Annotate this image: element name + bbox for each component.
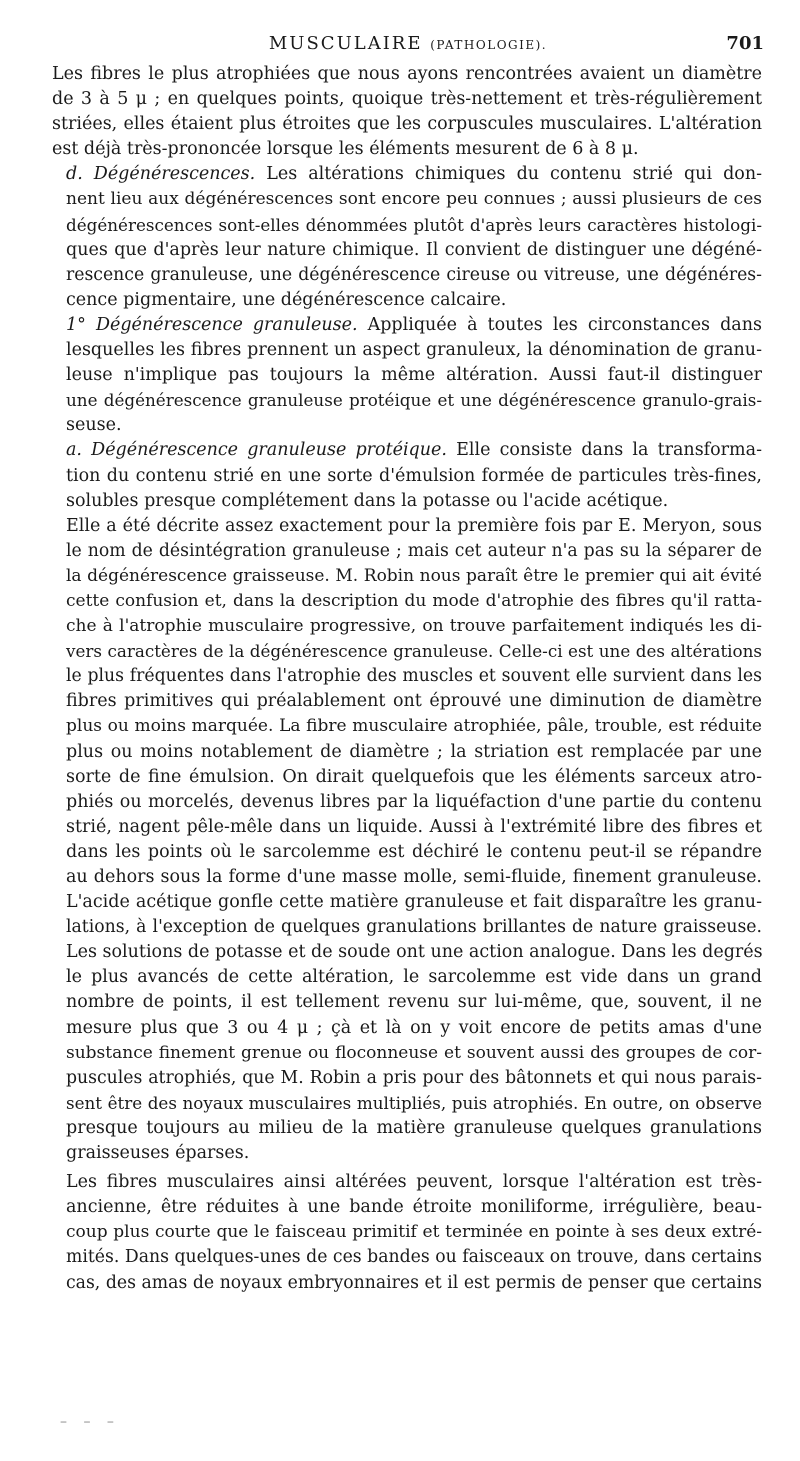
page-number: 701: [726, 33, 764, 54]
text-segment: Les altérations chimiques du contenu strié qui don-: [255, 164, 762, 185]
text-line: le plus fréquentes dans l'atrophie des muscles et souvent elle survient dans les: [66, 666, 762, 687]
text-line: Les fibres musculaires ainsi altérées peuvent, lorsque l'altération est très-: [66, 1172, 762, 1193]
header-subtitle: (PATHOLOGIE).: [430, 38, 548, 52]
text-line: mesure plus que 3 ou 4 μ ; çà et là on y voit encore de petits amas d'une: [66, 1017, 762, 1038]
text-line: striées, elles étaient plus étroites que les corpuscules musculaires. L'altération: [52, 114, 762, 135]
text-line: seuse.: [66, 415, 122, 436]
text-line: cence pigmentaire, une dégénérescence calcaire.: [66, 289, 507, 310]
text-line: nent lieu aux dégénérescences sont encore peu connues ; aussi plusieurs de ces: [66, 189, 762, 210]
text-line: [52, 162, 762, 187]
header-title-text: MUSCULAIRE: [268, 33, 423, 54]
text-line: dégénérescences sont-elles dénommées plutôt d'après leurs caractères histologi-: [66, 214, 762, 235]
text-line: vers caractères de la dégénérescence granuleuse. Celle-ci est une des altérations: [66, 641, 762, 662]
paragraph: [52, 313, 762, 438]
text-line: [52, 313, 762, 338]
text-line: mités. Dans quelques-unes de ces bandes ou faisceaux on trouve, dans certains: [66, 1247, 762, 1268]
text-line: che à l'atrophie musculaire progressive, on trouve parfaitement indiqués les di-: [66, 616, 762, 637]
text-segment: Appliquée à toutes les circonstances dans: [357, 314, 762, 335]
text-line: strié, nagent pêle-mêle dans un liquide. Aussi à l'extrémité libre des fibres et: [66, 816, 762, 837]
paragraph: [52, 438, 762, 513]
text-line: sorte de fine émulsion. On dirait quelquefois que les éléments sarceux atro-: [66, 766, 762, 787]
text-line: plus ou moins marquée. La fibre musculaire atrophiée, pâle, trouble, est réduite: [66, 716, 762, 737]
paragraph: [52, 514, 762, 1166]
text-line: plus ou moins notablement de diamètre ; la striation est remplacée par une: [66, 741, 762, 762]
text-line: de 3 à 5 μ ; en quelques points, quoique très-nettement et très-régulièrement: [52, 89, 762, 110]
paragraph: [52, 1170, 762, 1295]
header-title: [52, 30, 764, 59]
text-line: tion du contenu strié en une sorte d'émulsion formée de particules très-fines,: [66, 465, 762, 486]
text-line: au dehors sous la forme d'une masse molle, semi-fluide, finement granuleuse.: [66, 867, 762, 887]
text-line: L'acide acétique gonfle cette matière granuleuse et fait disparaître les granu-: [66, 892, 762, 913]
text-line: ques que d'après leur nature chimique. Il convient de distinguer une dégéné-: [66, 239, 762, 260]
text-line: Les solutions de potasse et de soude ont une action analogue. Dans les degrés: [66, 942, 763, 963]
text-line: nombre de points, il est tellement revenu sur lui-même, que, souvent, il ne: [66, 992, 762, 1013]
text-line: le plus avancés de cette altération, le sarcolemme est vide dans un grand: [66, 967, 762, 988]
text-line: graisseuses éparses.: [66, 1143, 250, 1164]
text-line: cas, des amas de noyaux embryonnaires et il est permis de penser que certains: [66, 1272, 762, 1293]
text-line: dans les points où le sarcolemme est déchiré le contenu peut-il se répandre: [66, 841, 762, 862]
text-line: une dégénérescence granuleuse protéique et une dégénérescence granulo-grais-: [66, 390, 762, 411]
section-heading: a. Dégénérescence granuleuse protéique.: [66, 440, 447, 461]
text-line: Les fibres le plus atrophiées que nous ayons rencontrées avaient un diamètre: [52, 64, 762, 84]
text-line: substance finement grenue ou floconneuse et souvent aussi des groupes de cor-: [66, 1042, 762, 1063]
text-line: presque toujours au milieu de la matière granuleuse quelques granulations: [66, 1117, 762, 1138]
text-line: la dégénérescence graisseuse. M. Robin nous paraît être le premier qui ait évité: [66, 565, 762, 586]
paragraph: [52, 162, 762, 313]
text-line: Elle a été décrite assez exactement pour la première fois par E. Meryon, sous: [66, 515, 762, 536]
text-line: rescence granuleuse, une dégénérescence cireuse ou vitreuse, une dégénéres-: [66, 264, 762, 285]
text-line: lesquelles les fibres prennent un aspect granuleux, la dénomination de granu-: [66, 340, 762, 361]
running-header: [52, 30, 764, 58]
section-heading: d. Dégénérescences.: [66, 164, 256, 185]
text-line: coup plus courte que le faisceau primitif et terminée en pointe à ses deux extré-: [66, 1222, 762, 1243]
body-text: [52, 62, 762, 1296]
section-heading: 1° Dégénérescence granuleuse.: [66, 314, 358, 335]
text-line: phiés ou morcelés, devenus libres par la liquéfaction d'une partie du contenu: [66, 791, 762, 812]
text-segment: Elle consiste dans la transforma-: [446, 440, 762, 461]
text-line: fibres primitives qui préalablement ont éprouvé une diminution de diamètre: [66, 691, 762, 712]
text-line: [52, 438, 762, 463]
paragraph: [52, 62, 762, 162]
text-line: le nom de désintégration granuleuse ; mais cet auteur n'a pas su la séparer de: [66, 540, 762, 561]
text-line: cette confusion et, dans la description du mode d'atrophie des fibres qu'il ratta-: [66, 590, 762, 611]
text-line: est déjà très-prononcée lorsque les éléments mesurent de 6 à 8 μ.: [52, 139, 639, 160]
text-line: lations, à l'exception de quelques granulations brillantes de nature graisseuse.: [66, 917, 762, 938]
text-line: puscules atrophiés, que M. Robin a pris pour des bâtonnets et qui nous parais-: [66, 1067, 762, 1088]
text-line: leuse n'implique pas toujours la même altération. Aussi faut-il distinguer: [66, 365, 762, 386]
text-line: solubles presque complétement dans la potasse ou l'acide acétique.: [66, 490, 669, 511]
text-line: sent être des noyaux musculaires multipliés, puis atrophiés. En outre, on observe: [66, 1092, 762, 1113]
footer-marks: – – –: [60, 1414, 120, 1430]
text-line: ancienne, être réduites à une bande étroite moniliforme, irrégulière, beau-: [66, 1197, 762, 1218]
